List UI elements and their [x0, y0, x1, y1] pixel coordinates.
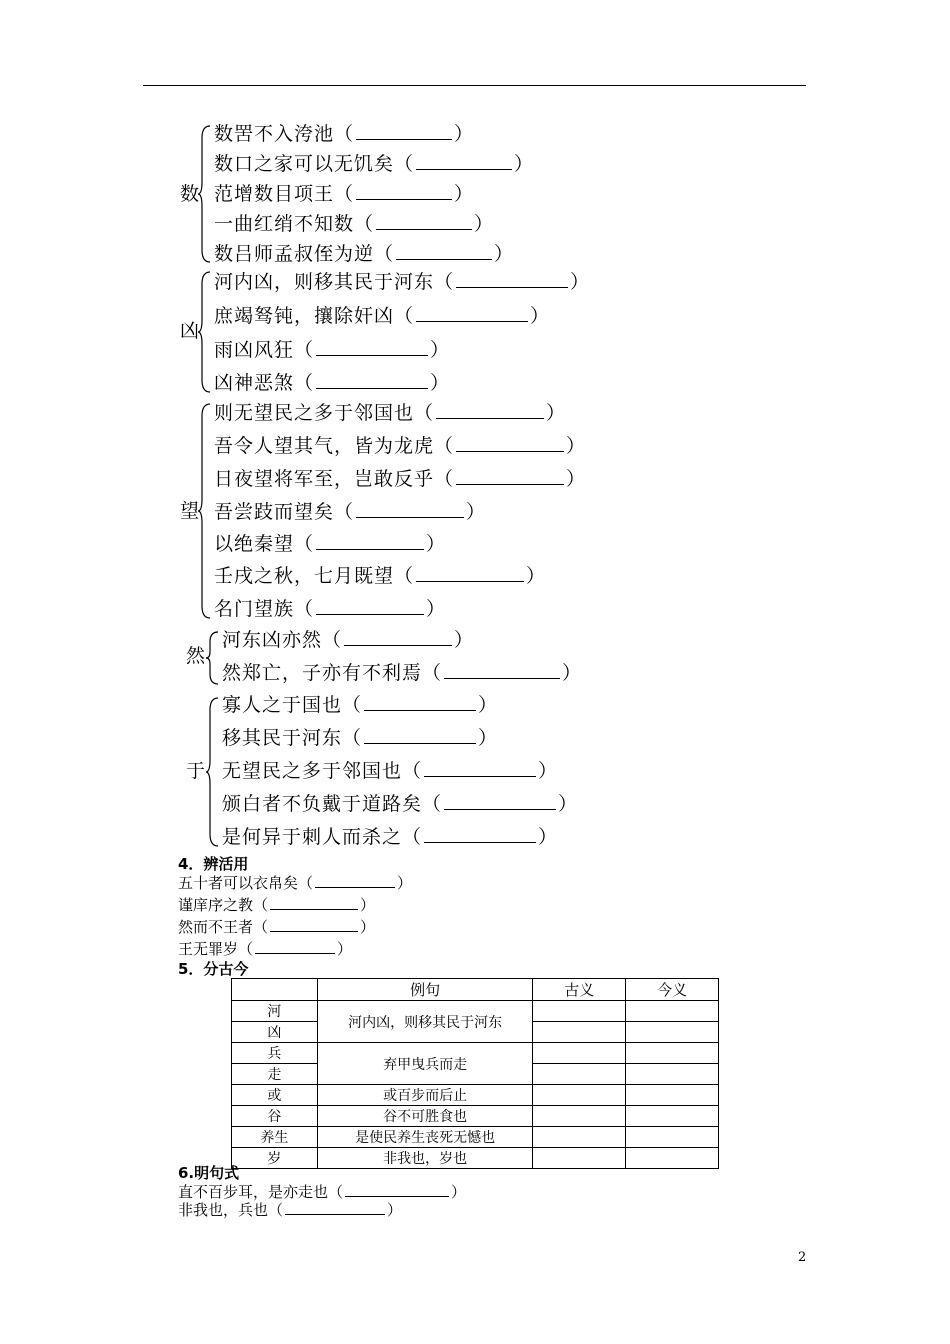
answer-blank[interactable] [456, 467, 564, 485]
word-cell: 凶 [232, 1022, 318, 1043]
answer-blank[interactable] [345, 1184, 449, 1197]
answer-cell[interactable] [533, 1085, 626, 1106]
word-cell: 岁 [232, 1148, 318, 1169]
answer-blank[interactable] [416, 304, 528, 322]
list-item: 谨庠序之教（ ） [178, 896, 376, 914]
sentence-cell: 或百步而后止 [317, 1085, 533, 1106]
answer-cell[interactable] [533, 1022, 626, 1043]
word-cell: 谷 [232, 1106, 318, 1127]
table-row [232, 1106, 719, 1127]
table-row [232, 1001, 719, 1022]
column-header: 今义 [626, 979, 719, 1001]
page-number: 2 [798, 1250, 807, 1265]
brace [198, 124, 212, 264]
answer-blank[interactable] [444, 792, 556, 810]
answer-blank[interactable] [255, 941, 335, 954]
list-item: 凶神恶煞（ ） [214, 372, 451, 394]
group-label-xiong: 凶 [180, 320, 200, 342]
answer-blank[interactable] [356, 122, 452, 140]
answer-blank[interactable] [285, 1202, 385, 1215]
list-item: 吾令人望其气，皆为龙虎（ ） [214, 435, 587, 457]
answer-cell[interactable] [626, 1064, 719, 1085]
list-item: 然而不王者（ ） [178, 918, 376, 936]
list-item: 数口之家可以无饥矣（ ） [214, 153, 535, 175]
answer-blank[interactable] [424, 759, 536, 777]
section-title: 6.明句式 [178, 1164, 240, 1182]
list-item: 颁白者不负戴于道路矣（ ） [222, 793, 579, 815]
answer-cell[interactable] [626, 1043, 719, 1064]
answer-blank[interactable] [270, 919, 358, 932]
list-item: 非我也，兵也（ ） [178, 1201, 403, 1219]
table-row [232, 1148, 719, 1169]
table-header-row [232, 979, 719, 1001]
list-item: 以绝秦望（ ） [214, 533, 447, 555]
answer-cell[interactable] [533, 1106, 626, 1127]
word-cell: 或 [232, 1085, 318, 1106]
list-item: 数罟不入洿池（ ） [214, 123, 475, 145]
answer-blank[interactable] [416, 564, 524, 582]
list-item: 河内凶，则移其民于河东（ ） [214, 271, 591, 293]
list-item: 无望民之多于邻国也（ ） [222, 760, 559, 782]
answer-blank[interactable] [316, 338, 428, 356]
answer-blank[interactable] [364, 693, 476, 711]
answer-blank[interactable] [444, 661, 560, 679]
sentence-cell: 是使民养生丧死无憾也 [317, 1127, 533, 1148]
answer-blank[interactable] [270, 897, 358, 910]
answer-blank[interactable] [316, 532, 424, 550]
list-item: 庶竭驽钝，攘除奸凶（ ） [214, 305, 551, 327]
answer-cell[interactable] [626, 1085, 719, 1106]
list-item: 移其民于河东（ ） [222, 727, 499, 749]
column-header [232, 979, 318, 1001]
brace [206, 696, 220, 848]
answer-cell[interactable] [626, 1148, 719, 1169]
list-item: 是何异于刺人而杀之（ ） [222, 826, 559, 848]
answer-cell[interactable] [626, 1127, 719, 1148]
answer-blank[interactable] [316, 597, 424, 615]
answer-blank[interactable] [416, 152, 512, 170]
list-item: 然郑亡，子亦有不利焉（ ） [222, 662, 583, 684]
answer-cell[interactable] [533, 1043, 626, 1064]
group-label-yu: 于 [186, 760, 206, 782]
sentence-cell: 谷不可胜食也 [317, 1106, 533, 1127]
brace [206, 630, 220, 686]
list-item: 一曲红绡不知数（ ） [214, 213, 495, 235]
answer-blank[interactable] [344, 628, 452, 646]
list-item: 壬戌之秋，七月既望（ ） [214, 565, 547, 587]
answer-blank[interactable] [315, 875, 395, 888]
answer-cell[interactable] [626, 1022, 719, 1043]
word-cell: 养生 [232, 1127, 318, 1148]
list-item: 数吕师孟叔侄为逆（ ） [214, 243, 515, 265]
list-item: 日夜望将军至，岂敢反乎（ ） [214, 468, 587, 490]
group-label-ran: 然 [186, 645, 206, 667]
list-item: 河东凶亦然（ ） [222, 629, 475, 651]
answer-cell[interactable] [626, 1001, 719, 1022]
list-item: 五十者可以衣帛矣（ ） [178, 874, 413, 892]
sentence-cell: 河内凶，则移其民于河东 [317, 1001, 533, 1043]
list-item: 名门望族（ ） [214, 598, 447, 620]
list-item: 王无罪岁（ ） [178, 940, 353, 958]
answer-cell[interactable] [533, 1001, 626, 1022]
answer-blank[interactable] [376, 212, 472, 230]
answer-blank[interactable] [356, 500, 464, 518]
answer-cell[interactable] [533, 1064, 626, 1085]
list-item: 雨凶风狂（ ） [214, 339, 451, 361]
brace [198, 402, 212, 620]
brace [198, 270, 212, 394]
table-row [232, 1127, 719, 1148]
sentence-cell: 非我也，岁也 [317, 1148, 533, 1169]
section-title: 4．辨活用 [178, 855, 249, 873]
column-header: 例句 [317, 979, 533, 1001]
answer-cell[interactable] [533, 1148, 626, 1169]
answer-blank[interactable] [364, 726, 476, 744]
column-header: 古义 [533, 979, 626, 1001]
table-row [232, 1043, 719, 1064]
list-item: 则无望民之多于邻国也（ ） [214, 402, 567, 424]
group-label-wang: 望 [180, 500, 200, 522]
gujin-table [231, 978, 719, 1169]
answer-cell[interactable] [533, 1127, 626, 1148]
answer-blank[interactable] [456, 270, 568, 288]
list-item: 寡人之于国也（ ） [222, 694, 499, 716]
answer-cell[interactable] [626, 1106, 719, 1127]
sentence-cell: 弃甲曳兵而走 [317, 1043, 533, 1085]
answer-blank[interactable] [436, 401, 544, 419]
answer-blank[interactable] [396, 242, 492, 260]
list-item: 吾尝跂而望矣（ ） [214, 501, 487, 523]
word-cell: 兵 [232, 1043, 318, 1064]
answer-blank[interactable] [356, 182, 452, 200]
word-cell: 走 [232, 1064, 318, 1085]
list-item: 范增数目项王（ ） [214, 183, 475, 205]
list-item: 直不百步耳，是亦走也（ ） [178, 1183, 467, 1201]
table-row [232, 1085, 719, 1106]
answer-blank[interactable] [424, 825, 536, 843]
header-rule [143, 85, 806, 86]
group-label-shu: 数 [180, 183, 200, 205]
section-title: 5．分古今 [178, 960, 249, 978]
answer-blank[interactable] [316, 371, 428, 389]
word-cell: 河 [232, 1001, 318, 1022]
answer-blank[interactable] [456, 434, 564, 452]
